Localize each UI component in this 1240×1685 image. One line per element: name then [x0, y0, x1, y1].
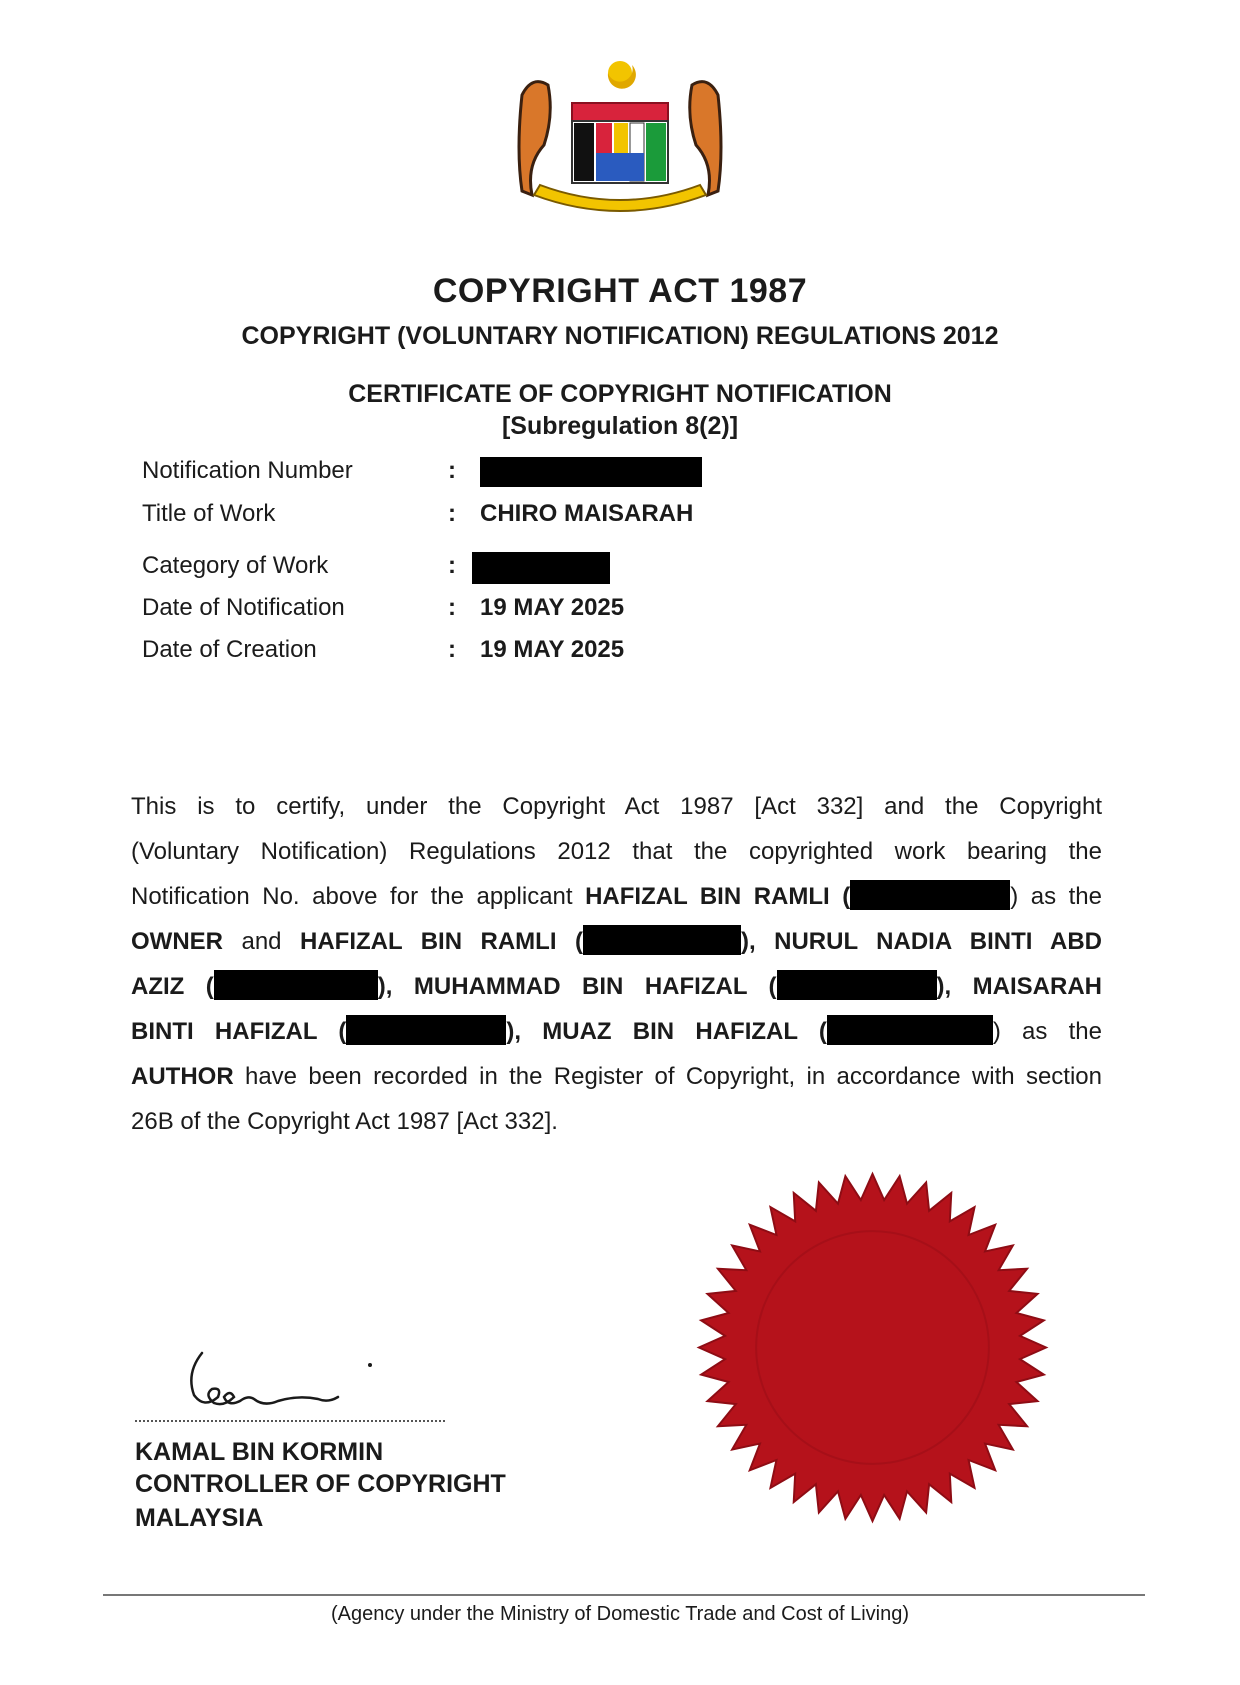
field-value: [480, 552, 610, 584]
redaction-bar: [583, 925, 741, 955]
footer-agency-note: (Agency under the Ministry of Domestic Trade and Cost of Living): [330, 1603, 910, 1625]
signatory-name: KAMAL BIN KORMIN: [135, 1438, 384, 1466]
paragraph-line: OWNER and HAFIZAL BIN RAMLI ( ), NURUL NADIA BINTI ABD: [131, 919, 1102, 964]
field-label: Category of Work: [142, 552, 329, 579]
redaction-bar: [850, 880, 1010, 910]
coat-of-arms-emblem: [510, 55, 730, 215]
paragraph-line: AUTHOR have been recorded in the Register of Copyright, in accordance with section: [131, 1063, 1102, 1090]
certificate-title: CERTIFICATE OF COPYRIGHT NOTIFICATION: [348, 380, 892, 408]
field-value: CHIRO MAISARAH: [480, 500, 694, 527]
field-value: 19 MAY 2025: [480, 636, 625, 663]
paragraph-line: 26B of the Copyright Act 1987 [Act 332].: [131, 1108, 558, 1135]
paragraph-line: (Voluntary Notification) Regulations 2012 that the copyrighted work bearing the: [131, 838, 1102, 865]
field-label: Notification Number: [142, 457, 353, 484]
redaction-bar: [777, 970, 937, 1000]
field-label: Date of Notification: [142, 594, 345, 621]
subregulation-reference: [Subregulation 8(2)]: [501, 412, 739, 440]
paragraph-line: This is to certify, under the Copyright Act 1987 [Act 332] and the Copyright: [131, 793, 1102, 820]
field-label: Date of Creation: [142, 636, 317, 663]
redaction-bar: [472, 552, 610, 584]
red-wax-seal: [695, 1170, 1050, 1525]
handwritten-signature: [180, 1345, 380, 1415]
signatory-title: CONTROLLER OF COPYRIGHT: [135, 1470, 506, 1498]
redaction-bar: [827, 1015, 993, 1045]
redaction-bar: [214, 970, 378, 1000]
field-colon: :: [448, 457, 456, 484]
field-colon: :: [448, 636, 456, 663]
redaction-bar: [480, 457, 702, 487]
signatory-country: MALAYSIA: [135, 1504, 264, 1532]
field-colon: :: [448, 552, 456, 579]
paragraph-line: BINTI HAFIZAL ( ), MUAZ BIN HAFIZAL ( ) as the: [131, 1009, 1102, 1054]
field-colon: :: [448, 500, 456, 527]
signature-line: [135, 1420, 445, 1422]
field-value: 19 MAY 2025: [480, 594, 625, 621]
redaction-bar: [346, 1015, 506, 1045]
paragraph-line: Notification No. above for the applicant HAFIZAL BIN RAMLI ( ) as the: [131, 874, 1102, 919]
field-value: [480, 457, 702, 487]
act-title: COPYRIGHT ACT 1987: [432, 272, 808, 310]
certification-paragraph: [131, 784, 1102, 1144]
field-label: Title of Work: [142, 500, 276, 527]
footer-divider: [103, 1594, 1145, 1596]
field-colon: :: [448, 594, 456, 621]
regulations-title: COPYRIGHT (VOLUNTARY NOTIFICATION) REGULATIONS 2012: [241, 322, 999, 350]
paragraph-line: AZIZ ( ), MUHAMMAD BIN HAFIZAL ( ), MAISARAH: [131, 964, 1102, 1009]
